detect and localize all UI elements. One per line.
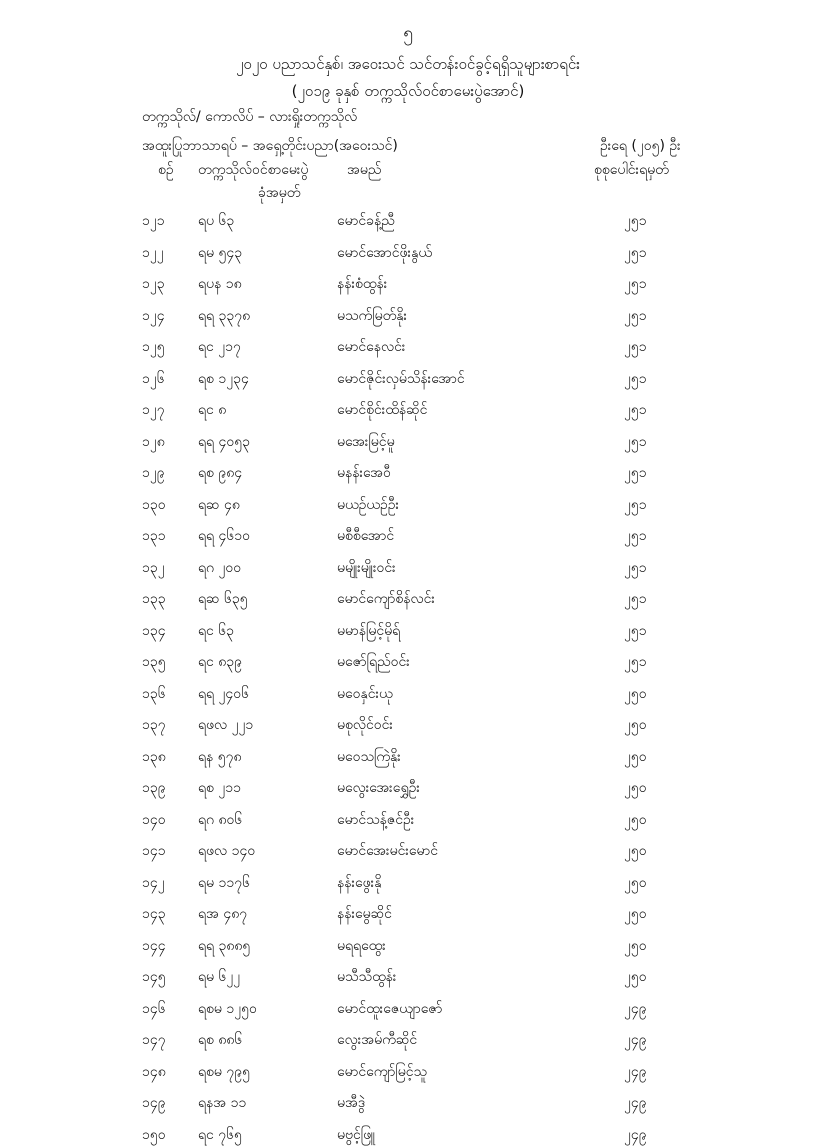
marks-cell: ၂၄၉: [624, 1093, 647, 1114]
roll-number-cell: ရဂ ၂၀၀: [198, 558, 241, 579]
name-cell: နန်းဖွေးနို: [337, 873, 381, 894]
serial-cell: ၁၃၇: [142, 715, 166, 736]
table-row: [0, 1022, 816, 1054]
table-row: [0, 644, 816, 676]
header-total-marks: စုစုပေါင်းရမှတ်: [594, 160, 669, 181]
table-row: [0, 707, 816, 739]
roll-number-cell: ရမ ၅၄၃: [198, 243, 242, 264]
header-serial: စဉ်: [158, 160, 174, 181]
document-title: ၂၀၂၀ ပညာသင်နှစ်၊ အဝေးသင် သင်တန်းဝင်ခွင့်ရရှိသူများစာရင်း: [0, 55, 816, 77]
name-cell: လွေးအမ်ကီဆိုင်: [337, 1030, 417, 1051]
table-row: [0, 581, 816, 613]
serial-cell: ၁၄၂: [142, 873, 165, 894]
marks-cell: ၂၅၀: [624, 967, 647, 988]
roll-number-cell: ရစ ၉၈၄: [198, 463, 242, 484]
name-cell: မစီစီအောင်: [337, 526, 394, 547]
serial-cell: ၁၄၃: [142, 904, 166, 925]
name-cell: မဇော်ရြည်ဝင်း: [337, 652, 410, 673]
table-row: [0, 235, 816, 267]
roll-number-cell: ရန ၅၇၈: [198, 747, 241, 768]
table-row: [0, 1117, 816, 1148]
roll-number-cell: ရပ ၆၃: [198, 211, 234, 232]
serial-cell: ၁၄၇: [142, 1030, 166, 1051]
table-row: [0, 896, 816, 928]
roll-number-cell: ရရ ၃၃၇၈: [198, 306, 250, 327]
roll-number-cell: ရင ၇၆၅: [198, 1125, 242, 1146]
name-cell: မောင်ခန့်ညီ: [337, 211, 395, 232]
table-row: [0, 1054, 816, 1086]
marks-cell: ၂၅၁: [624, 526, 647, 547]
roll-number-cell: ရစ ၈၈၆: [198, 1030, 242, 1051]
table-row: [0, 770, 816, 802]
serial-cell: ၁၃၄: [142, 621, 166, 642]
roll-number-cell: ရစမ ၁၂၅၀: [198, 999, 257, 1020]
roll-number-cell: ရစ ၂၁၁: [198, 778, 241, 799]
name-cell: မဝေသကြဲနိုး: [337, 747, 401, 768]
name-cell: မရရထွေး: [337, 936, 386, 957]
serial-cell: ၁၄၈: [142, 1062, 166, 1083]
marks-cell: ၂၅၁: [624, 369, 647, 390]
name-cell: မောင်သန့်ဇင်ဦး: [337, 810, 414, 831]
table-row: [0, 266, 816, 298]
roll-number-cell: ရနအ ၁၁: [198, 1093, 246, 1114]
marks-cell: ၂၅၁: [624, 558, 647, 579]
marks-cell: ၂၄၉: [624, 1062, 647, 1083]
serial-cell: ၁၃၉: [142, 778, 166, 799]
serial-cell: ၁၄၆: [142, 999, 166, 1020]
serial-cell: ၁၃၈: [142, 747, 166, 768]
table-row: [0, 928, 816, 960]
marks-cell: ၂၅၁: [624, 306, 647, 327]
name-cell: မောင်ကျော်မြင့်သူ: [337, 1062, 427, 1083]
serial-cell: ၁၂၆: [142, 369, 165, 390]
table-row: [0, 739, 816, 771]
name-cell: မောင်အေးမင်းမောင်: [337, 841, 438, 862]
name-cell: မမျိုးမျိုးဝင်း: [337, 558, 396, 579]
roll-number-cell: ရဆ ၄၈: [198, 495, 240, 516]
serial-cell: ၁၃၁: [142, 526, 166, 547]
serial-cell: ၁၅၀: [142, 1125, 166, 1146]
serial-cell: ၁၃၃: [142, 589, 166, 610]
name-cell: မောင်အောင်ဖိုးနွယ်: [337, 243, 432, 264]
serial-cell: ၁၂၄: [142, 306, 165, 327]
table-row: [0, 392, 816, 424]
marks-cell: ၂၅၁: [624, 274, 647, 295]
roll-number-cell: ရဖလ ၂၂၁: [198, 715, 253, 736]
name-cell: မဝေနှင်းယု: [337, 684, 393, 705]
serial-cell: ၁၄၅: [142, 967, 166, 988]
marks-cell: ၂၅၀: [624, 904, 647, 925]
table-row: [0, 991, 816, 1023]
roll-number-cell: ရအ ၄၈၇: [198, 904, 247, 925]
serial-cell: ၁၂၈: [142, 432, 165, 453]
table-row: [0, 550, 816, 582]
document-subtitle: (၂၀၁၉ ခုနှစ် တက္ကသိုလ်ဝင်စာမေးပွဲအောင်): [0, 82, 816, 104]
table-row: [0, 361, 816, 393]
serial-cell: ၁၃၂: [142, 558, 165, 579]
serial-cell: ၁၂၇: [142, 400, 165, 421]
serial-cell: ၁၃၅: [142, 652, 166, 673]
header-roll-number: တက္ကသိုလ်ဝင်စာမေးပွဲ: [198, 160, 308, 181]
table-row: [0, 518, 816, 550]
serial-cell: ၁၃၆: [142, 684, 166, 705]
name-cell: မသက်မြတ်နိုး: [337, 306, 407, 327]
roll-number-cell: ရင ၂၁၇: [198, 337, 241, 358]
marks-cell: ၂၅၁: [624, 463, 647, 484]
marks-cell: ၂၅၁: [624, 652, 647, 673]
roll-number-cell: ရင ၆၃: [198, 621, 234, 642]
serial-cell: ၁၃၀: [142, 495, 166, 516]
roll-number-cell: ရရ ၂၄၀၆: [198, 684, 249, 705]
marks-cell: ၂၅၁: [624, 589, 647, 610]
roll-number-cell: ရစ ၁၂၃၄: [198, 369, 249, 390]
name-cell: မနန်းအေဝီ: [337, 463, 391, 484]
table-row: [0, 833, 816, 865]
serial-cell: ၁၂၁: [142, 211, 165, 232]
table-row: [0, 298, 816, 330]
table-row: [0, 487, 816, 519]
name-cell: မောင်စိုင်းထိန်ဆိုင်: [337, 400, 427, 421]
serial-cell: ၁၄၄: [142, 936, 166, 957]
name-cell: မောင်ထူးဇေယျာဇော်: [337, 999, 442, 1020]
roll-number-cell: ရမ ၁၁၇၆: [198, 873, 250, 894]
total-count: ဦးရေ (၂၀၅) ဦး: [600, 136, 681, 157]
name-cell: မလွေးအေးရွှေဦး: [337, 778, 420, 799]
marks-cell: ၂၅၀: [624, 715, 647, 736]
serial-cell: ၁၂၃: [142, 274, 165, 295]
page-number: ၅: [0, 22, 816, 47]
serial-cell: ၁၂၂: [142, 243, 164, 264]
name-cell: မစုလိုင်ဝင်း: [337, 715, 393, 736]
marks-cell: ၂၅၁: [624, 243, 647, 264]
name-cell: မအေးမြင့်မူ: [337, 432, 395, 453]
marks-cell: ၂၅၁: [624, 337, 647, 358]
roll-number-cell: ရဂ ၈၀၆: [198, 810, 242, 831]
results-list: [0, 203, 816, 1148]
table-row: [0, 959, 816, 991]
roll-number-cell: ရရ ၄၀၅၃: [198, 432, 250, 453]
roll-number-cell: ရင ၈: [198, 400, 226, 421]
name-cell: နန်းစံထွန်း: [337, 274, 387, 295]
serial-cell: ၁၄၀: [142, 810, 166, 831]
table-row: [0, 676, 816, 708]
table-row: [0, 1085, 816, 1117]
table-row: [0, 865, 816, 897]
major-label: အထူးပြုဘာသာရပ် – အရှေ့တိုင်းပညာ(အဝေးသင်): [142, 136, 398, 157]
name-cell: မယဉ်ယဉ်ဦး: [337, 495, 399, 516]
roll-number-cell: ရပန ၁၈: [198, 274, 242, 295]
marks-cell: ၂၅၀: [624, 841, 647, 862]
table-row: [0, 613, 816, 645]
header-roll-number-line2: ခုံအမှတ်: [258, 183, 300, 204]
marks-cell: ၂၅၀: [624, 778, 647, 799]
roll-number-cell: ရမ ၆၂၂: [198, 967, 240, 988]
marks-cell: ၂၅၀: [624, 684, 647, 705]
university-label: တက္ကသိုလ်/ ကောလိပ် – လားရှိုးတက္ကသိုလ်: [142, 107, 357, 128]
serial-cell: ၁၂၅: [142, 337, 165, 358]
marks-cell: ၂၅၀: [624, 873, 647, 894]
name-cell: မမာန်မြင့်မိုရ်: [337, 621, 400, 642]
name-cell: မသီသီထွန်း: [337, 967, 396, 988]
roll-number-cell: ရဖလ ၁၄၀: [198, 841, 255, 862]
name-cell: မဗွင့်ဖြူ: [337, 1125, 375, 1146]
marks-cell: ၂၅၁: [624, 400, 647, 421]
marks-cell: ၂၄၉: [624, 1030, 647, 1051]
table-row: [0, 203, 816, 235]
name-cell: မအီဒွဲ: [337, 1093, 365, 1114]
name-cell: နန်းမွေဆိုင်: [337, 904, 392, 925]
table-row: [0, 802, 816, 834]
roll-number-cell: ရရ ၄၆၁၀: [198, 526, 250, 547]
table-row: [0, 455, 816, 487]
name-cell: မောင်နေလင်း: [337, 337, 405, 358]
marks-cell: ၂၅၀: [624, 747, 647, 768]
roll-number-cell: ရဆ ၆၃၅: [198, 589, 248, 610]
marks-cell: ၂၄၉: [624, 1125, 647, 1146]
roll-number-cell: ရစမ ၇၉၅: [198, 1062, 250, 1083]
table-row: [0, 329, 816, 361]
roll-number-cell: ရင ၈၃၉: [198, 652, 242, 673]
header-name: အမည်: [347, 160, 381, 181]
marks-cell: ၂၅၁: [624, 432, 647, 453]
marks-cell: ၂၅၁: [624, 211, 647, 232]
serial-cell: ၁၂၉: [142, 463, 165, 484]
marks-cell: ၂၅၁: [624, 495, 647, 516]
name-cell: မောင်ဇိုင်းလှမ်သိန်းအောင်: [337, 369, 465, 390]
marks-cell: ၂၄၉: [624, 999, 647, 1020]
marks-cell: ၂၅၀: [624, 810, 647, 831]
serial-cell: ၁၄၉: [142, 1093, 166, 1114]
roll-number-cell: ရရ ၃၈၈၅: [198, 936, 250, 957]
marks-cell: ၂၅၁: [624, 621, 647, 642]
serial-cell: ၁၄၁: [142, 841, 166, 862]
table-row: [0, 424, 816, 456]
marks-cell: ၂၅၀: [624, 936, 647, 957]
name-cell: မောင်ကျော်စိန်လင်း: [337, 589, 435, 610]
